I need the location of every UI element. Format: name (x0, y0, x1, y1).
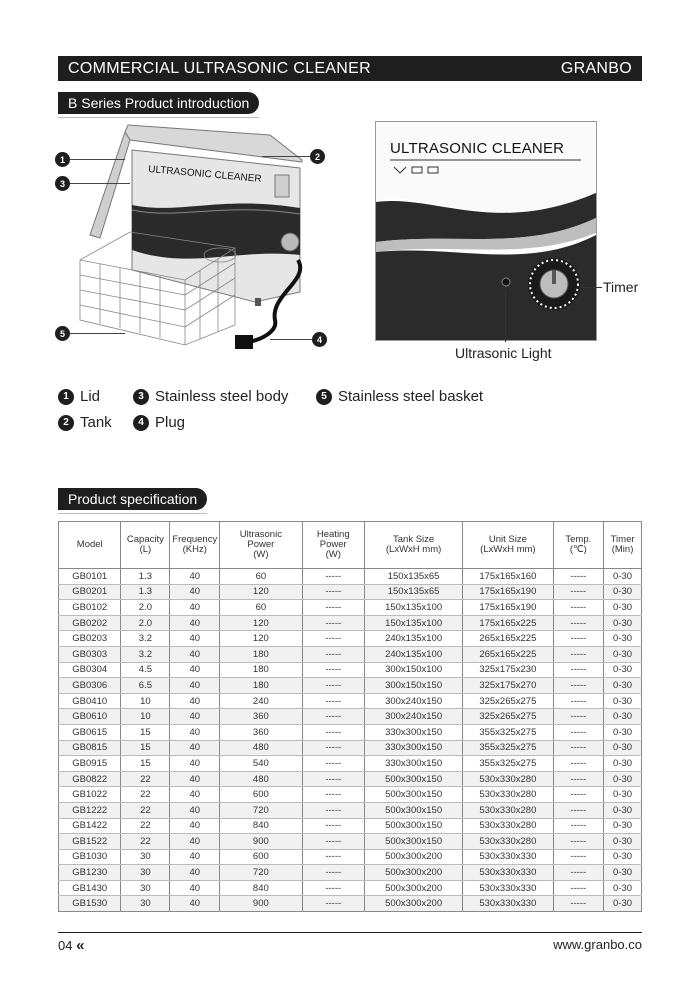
table-cell: 530x330x330 (463, 849, 553, 865)
callout-5: 5 (55, 326, 70, 341)
table-cell: ----- (553, 724, 604, 740)
table-cell: 530x330x280 (463, 771, 553, 787)
callout-1: 1 (55, 152, 70, 167)
table-cell: GB0615 (59, 724, 121, 740)
column-header: Temp. (℃) (553, 522, 604, 569)
leader-line-3 (70, 183, 130, 184)
table-cell: 500x300x200 (365, 865, 463, 881)
ultrasonic-light-label: Ultrasonic Light (455, 345, 552, 361)
table-cell: 40 (170, 818, 220, 834)
table-cell: ----- (553, 896, 604, 912)
table-row (59, 896, 642, 912)
table-cell: GB0306 (59, 678, 121, 694)
table-row (59, 662, 642, 678)
table-cell: 530x330x330 (463, 880, 553, 896)
table-cell: GB1530 (59, 896, 121, 912)
table-cell: 22 (121, 771, 170, 787)
table-row (59, 771, 642, 787)
table-cell: 500x300x150 (365, 818, 463, 834)
section-spec-title: Product specification (58, 488, 207, 510)
table-cell: ----- (553, 802, 604, 818)
table-cell: 500x300x150 (365, 802, 463, 818)
table-cell: ----- (553, 631, 604, 647)
table-cell: 22 (121, 787, 170, 803)
table-cell: 530x330x330 (463, 865, 553, 881)
column-header: Heating Power (W) (302, 522, 365, 569)
table-cell: 0-30 (604, 631, 642, 647)
panel-graphic (376, 122, 597, 341)
table-cell: 0-30 (604, 880, 642, 896)
table-cell: 180 (220, 646, 302, 662)
table-cell: GB0202 (59, 615, 121, 631)
table-row (59, 584, 642, 600)
table-cell: 30 (121, 880, 170, 896)
table-cell: 325x265x275 (463, 709, 553, 725)
table-cell: ----- (302, 569, 365, 585)
table-cell: 500x300x200 (365, 896, 463, 912)
table-cell: 40 (170, 600, 220, 616)
table-cell: 60 (220, 600, 302, 616)
table-cell: 500x300x150 (365, 834, 463, 850)
table-cell: 720 (220, 802, 302, 818)
table-cell: 265x165x225 (463, 631, 553, 647)
table-cell: 360 (220, 724, 302, 740)
table-cell: 40 (170, 849, 220, 865)
table-cell: 40 (170, 678, 220, 694)
table-cell: 265x165x225 (463, 646, 553, 662)
table-cell: 30 (121, 849, 170, 865)
table-cell: ----- (553, 787, 604, 803)
table-row (59, 802, 642, 818)
table-cell: ----- (553, 600, 604, 616)
table-cell: 500x300x150 (365, 787, 463, 803)
table-cell: 840 (220, 880, 302, 896)
table-cell: ----- (553, 615, 604, 631)
table-cell: 0-30 (604, 646, 642, 662)
table-cell: 150x135x65 (365, 569, 463, 585)
table-cell: GB1030 (59, 849, 121, 865)
table-cell: GB1422 (59, 818, 121, 834)
table-row (59, 756, 642, 772)
panel-title: ULTRASONIC CLEANER (390, 140, 565, 157)
table-cell: ----- (302, 724, 365, 740)
table-cell: 0-30 (604, 787, 642, 803)
table-cell: 150x135x100 (365, 600, 463, 616)
table-cell: GB1430 (59, 880, 121, 896)
table-cell: ----- (302, 880, 365, 896)
callout-3: 3 (55, 176, 70, 191)
table-cell: 300x240x150 (365, 709, 463, 725)
table-cell: 330x300x150 (365, 724, 463, 740)
header-bar (58, 56, 642, 81)
table-cell: 22 (121, 834, 170, 850)
table-cell: ----- (553, 646, 604, 662)
table-cell: 175x165x190 (463, 600, 553, 616)
page-number: 04 « (58, 937, 85, 954)
table-cell: 40 (170, 865, 220, 881)
table-cell: 120 (220, 584, 302, 600)
table-cell: 180 (220, 662, 302, 678)
table-cell: 0-30 (604, 849, 642, 865)
table-cell: 325x175x270 (463, 678, 553, 694)
table-cell: 4.5 (121, 662, 170, 678)
table-cell: 40 (170, 662, 220, 678)
column-header: Model (59, 522, 121, 569)
table-body (59, 569, 642, 912)
table-cell: ----- (553, 771, 604, 787)
table-cell: ----- (302, 615, 365, 631)
table-cell: ----- (302, 631, 365, 647)
table-cell: 530x330x280 (463, 787, 553, 803)
table-cell: 175x165x160 (463, 569, 553, 585)
table-cell: ----- (302, 771, 365, 787)
table-cell: 0-30 (604, 896, 642, 912)
timer-leader-line (580, 287, 602, 288)
table-cell: ----- (302, 662, 365, 678)
table-row (59, 693, 642, 709)
website-url: www.granbo.co (553, 937, 642, 952)
table-cell: ----- (553, 569, 604, 585)
table-cell: ----- (553, 584, 604, 600)
table-cell: 325x175x230 (463, 662, 553, 678)
table-cell: 40 (170, 802, 220, 818)
spec-table (58, 521, 642, 912)
table-cell: 300x150x150 (365, 678, 463, 694)
table-cell: 530x330x280 (463, 802, 553, 818)
table-cell: 530x330x330 (463, 896, 553, 912)
table-cell: 500x300x200 (365, 880, 463, 896)
document-title: COMMERCIAL ULTRASONIC CLEANER (68, 59, 371, 77)
table-cell: ----- (553, 865, 604, 881)
table-cell: ----- (302, 865, 365, 881)
table-cell: ----- (302, 756, 365, 772)
table-cell: ----- (553, 880, 604, 896)
table-cell: 240 (220, 693, 302, 709)
table-cell: 22 (121, 802, 170, 818)
table-cell: 600 (220, 849, 302, 865)
table-cell: ----- (553, 678, 604, 694)
table-cell: 2.0 (121, 615, 170, 631)
table-cell: 500x300x150 (365, 771, 463, 787)
leader-line-5 (70, 333, 125, 334)
table-cell: ----- (302, 787, 365, 803)
table-cell: GB1222 (59, 802, 121, 818)
table-cell: GB0410 (59, 693, 121, 709)
table-cell: 40 (170, 693, 220, 709)
table-cell: ----- (553, 818, 604, 834)
table-cell: 0-30 (604, 600, 642, 616)
table-cell: GB0822 (59, 771, 121, 787)
table-cell: 530x330x280 (463, 834, 553, 850)
table-cell: ----- (302, 678, 365, 694)
table-row (59, 834, 642, 850)
table-cell: 15 (121, 756, 170, 772)
table-cell: 30 (121, 896, 170, 912)
table-cell: ----- (302, 646, 365, 662)
table-cell: 60 (220, 569, 302, 585)
table-cell: ----- (302, 849, 365, 865)
table-cell: 0-30 (604, 740, 642, 756)
table-row (59, 818, 642, 834)
table-cell: 0-30 (604, 615, 642, 631)
table-cell: 0-30 (604, 569, 642, 585)
table-cell: ----- (553, 662, 604, 678)
table-cell: 300x240x150 (365, 693, 463, 709)
table-cell: 530x330x280 (463, 818, 553, 834)
table-cell: ----- (553, 740, 604, 756)
callout-4: 4 (312, 332, 327, 347)
table-cell: 15 (121, 724, 170, 740)
table-row (59, 849, 642, 865)
table-header-row (59, 522, 642, 569)
table-cell: 180 (220, 678, 302, 694)
table-cell: 330x300x150 (365, 756, 463, 772)
table-row (59, 787, 642, 803)
table-cell: 40 (170, 787, 220, 803)
table-cell: 1.3 (121, 584, 170, 600)
table-cell: 0-30 (604, 724, 642, 740)
table-cell: 0-30 (604, 693, 642, 709)
table-cell: 40 (170, 896, 220, 912)
table-cell: GB1230 (59, 865, 121, 881)
double-chevron-left-icon: « (76, 937, 85, 954)
table-cell: 840 (220, 818, 302, 834)
table-cell: ----- (553, 756, 604, 772)
table-cell: 40 (170, 631, 220, 647)
column-header: Capacity (L) (121, 522, 170, 569)
table-cell: 325x265x275 (463, 693, 553, 709)
table-cell: 120 (220, 631, 302, 647)
table-row (59, 709, 642, 725)
table-cell: 1.3 (121, 569, 170, 585)
table-row (59, 615, 642, 631)
legend-item-basket: 5 Stainless steel basket (316, 388, 483, 405)
table-cell: ----- (553, 834, 604, 850)
table-cell: GB0101 (59, 569, 121, 585)
column-header: Ultrasonic Power (W) (220, 522, 302, 569)
table-row (59, 678, 642, 694)
table-cell: ----- (302, 802, 365, 818)
column-header: Timer (Min) (604, 522, 642, 569)
table-cell: 240x135x100 (365, 631, 463, 647)
table-cell: 300x150x100 (365, 662, 463, 678)
table-cell: 175x165x225 (463, 615, 553, 631)
table-cell: 0-30 (604, 678, 642, 694)
table-cell: GB0815 (59, 740, 121, 756)
table-cell: 40 (170, 834, 220, 850)
table-cell: 240x135x100 (365, 646, 463, 662)
table-cell: 10 (121, 693, 170, 709)
table-cell: GB0102 (59, 600, 121, 616)
table-cell: GB0201 (59, 584, 121, 600)
leader-line-1 (70, 159, 125, 160)
table-cell: 355x325x275 (463, 724, 553, 740)
table-cell: 500x300x200 (365, 849, 463, 865)
control-panel-image (375, 121, 597, 341)
table-cell: 175x165x190 (463, 584, 553, 600)
table-cell: 150x135x65 (365, 584, 463, 600)
table-cell: 22 (121, 818, 170, 834)
brand-name: GRANBO (560, 59, 632, 77)
legend-item-lid: 1 Lid (58, 388, 100, 405)
table-cell: 40 (170, 646, 220, 662)
callout-2: 2 (310, 149, 325, 164)
table-row (59, 865, 642, 881)
table-row (59, 880, 642, 896)
table-row (59, 600, 642, 616)
panel-small-icons (394, 167, 438, 173)
table-cell: 40 (170, 880, 220, 896)
table-cell: ----- (302, 584, 365, 600)
table-cell: 600 (220, 787, 302, 803)
section-intro-title: B Series Product introduction (58, 92, 259, 114)
table-cell: 0-30 (604, 834, 642, 850)
table-cell: ----- (302, 600, 365, 616)
table-cell: 360 (220, 709, 302, 725)
table-cell: 3.2 (121, 631, 170, 647)
photo-body-label: ULTRASONIC CLEANER (147, 164, 262, 185)
table-cell: 900 (220, 834, 302, 850)
table-cell: 330x300x150 (365, 740, 463, 756)
table-cell: 480 (220, 771, 302, 787)
table-cell: 355x325x275 (463, 756, 553, 772)
table-cell: 3.2 (121, 646, 170, 662)
light-leader-line (505, 290, 506, 342)
table-cell: 40 (170, 584, 220, 600)
table-cell: 480 (220, 740, 302, 756)
table-row (59, 724, 642, 740)
table-cell: 40 (170, 724, 220, 740)
table-cell: 540 (220, 756, 302, 772)
table-cell: 0-30 (604, 818, 642, 834)
table-cell: 10 (121, 709, 170, 725)
table-cell: 40 (170, 740, 220, 756)
table-cell: ----- (553, 709, 604, 725)
timer-label: Timer (603, 279, 639, 295)
legend-item-plug: 4 Plug (133, 414, 185, 431)
leader-line-4 (270, 339, 312, 340)
table-cell: 0-30 (604, 584, 642, 600)
table-row (59, 740, 642, 756)
table-cell: ----- (302, 896, 365, 912)
table-cell: 0-30 (604, 865, 642, 881)
table-cell: GB0203 (59, 631, 121, 647)
table-cell: GB0303 (59, 646, 121, 662)
legend-item-tank: 2 Tank (58, 414, 112, 431)
table-cell: 0-30 (604, 771, 642, 787)
table-cell: GB0915 (59, 756, 121, 772)
table-cell: 15 (121, 740, 170, 756)
table-cell: GB1022 (59, 787, 121, 803)
legend-item-body: 3 Stainless steel body (133, 388, 288, 405)
table-cell: 355x325x275 (463, 740, 553, 756)
table-cell: 120 (220, 615, 302, 631)
table-cell: 40 (170, 756, 220, 772)
table-cell: GB1522 (59, 834, 121, 850)
table-cell: ----- (553, 849, 604, 865)
table-cell: ----- (553, 693, 604, 709)
column-header: Unit Size (LxWxH mm) (463, 522, 553, 569)
table-cell: 150x135x100 (365, 615, 463, 631)
table-cell: ----- (302, 740, 365, 756)
table-cell: ----- (302, 818, 365, 834)
table-cell: ----- (302, 709, 365, 725)
leader-line-2 (262, 156, 310, 157)
table-cell: GB0610 (59, 709, 121, 725)
table-cell: GB0304 (59, 662, 121, 678)
table-cell: 40 (170, 709, 220, 725)
table-cell: 40 (170, 615, 220, 631)
column-header: Tank Size (LxWxH mm) (365, 522, 463, 569)
table-cell: 720 (220, 865, 302, 881)
table-cell: 0-30 (604, 709, 642, 725)
table-cell: 0-30 (604, 756, 642, 772)
column-header: Frequency (KHz) (170, 522, 220, 569)
table-cell: 6.5 (121, 678, 170, 694)
table-cell: 30 (121, 865, 170, 881)
table-cell: ----- (302, 834, 365, 850)
table-cell: 2.0 (121, 600, 170, 616)
table-cell: ----- (302, 693, 365, 709)
table-row (59, 631, 642, 647)
table-cell: 0-30 (604, 662, 642, 678)
table-row (59, 646, 642, 662)
table-cell: 40 (170, 771, 220, 787)
table-cell: 900 (220, 896, 302, 912)
table-cell: 0-30 (604, 802, 642, 818)
table-row (59, 569, 642, 585)
footer-rule (58, 932, 642, 933)
table-cell: 40 (170, 569, 220, 585)
